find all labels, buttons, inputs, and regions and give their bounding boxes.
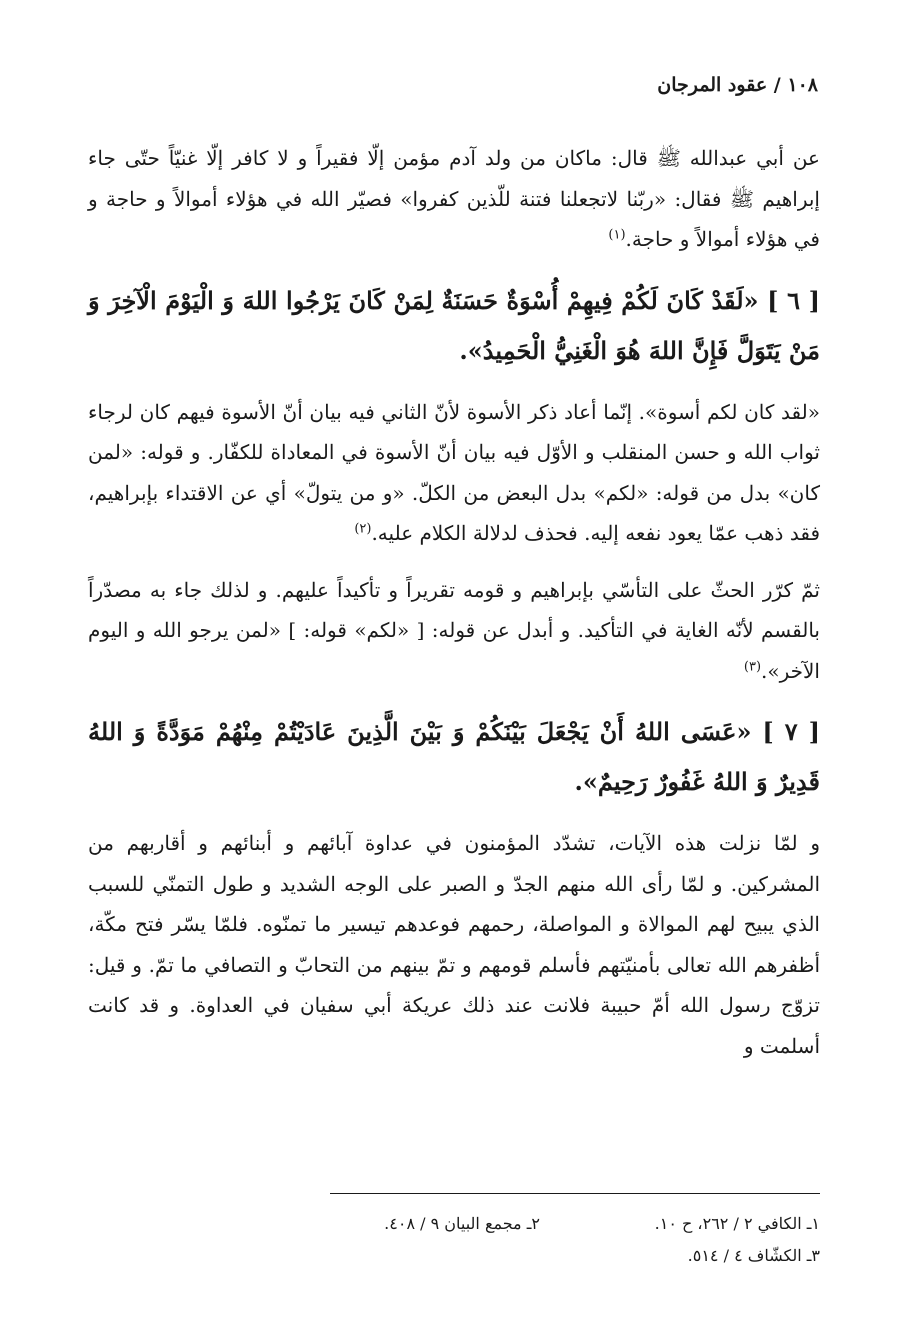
footnote-2: ٢ـ مجمع البيان ٩ / ٤٠٨. [384, 1214, 540, 1233]
verse-7 [88, 707, 820, 807]
footnote-3: ٣ـ الكشّاف ٤ / ٥١٤. [687, 1246, 820, 1265]
footnote-row [260, 1208, 820, 1240]
footnote-1: ١ـ الكافي ٢ / ٢٦٢، ح ١٠. [654, 1214, 820, 1233]
verse-text: [ ٦ ] «لَقَدْ كَانَ لَكُمْ فِيهِمْ أُسْوَةٌ حَسَنَةٌ لِمَنْ كَانَ يَرْجُوا اللهَ وَ الْيَوْمَ الْآخِرَ وَ مَنْ يَتَوَلَّ فَإِنَّ اللهَ هُوَ الْغَنِيُّ الْحَمِيدُ». [88, 285, 820, 365]
footnote-ref: (٢) [354, 521, 372, 537]
paragraph-commentary-2 [88, 570, 820, 692]
body-text [88, 138, 820, 1082]
paragraph-text: ثمّ كرّر الحثّ على التأسّي بإبراهيم و قومه تقريراً و تأكيداً عليهم. و لذلك جاء به مصدّراً بالقسم لأنّه الغاية في التأكيد. و أبدل عن قوله: [ «لكم» قوله: ] «لمن يرجو الله و اليوم الآخر». [88, 577, 820, 683]
running-header [657, 74, 818, 96]
header-separator: / [773, 74, 781, 96]
paragraph-commentary-1 [88, 392, 820, 554]
paragraph-commentary-3 [88, 823, 820, 1066]
footnote-ref: (١) [608, 227, 626, 243]
book-title: عقود المرجان [657, 74, 768, 96]
paragraph-text: و لمّا نزلت هذه الآيات، تشدّد المؤمنون في عداوة آبائهم و أبنائهم و أقاربهم من المشركين. و لمّا رأى الله منهم الجدّ و الصبر على الوجه الشديد و طول التمنّي للسبب الذي يبيح لهم الموالاة و المواصلة، رحمهم فوعدهم تيسير ما تمنّوه. فلمّا يسّر فتح مكّة، أظفرهم الله تعالى بأمنيّتهم فأسلم قومهم و تمّ بينهم من التحابّ و التصافي ما تمّ. و قيل: تزوّج رسول الله أمّ حبيبة فلانت عند ذلك عريكة أبي سفيان في العداوة. و قد كانت أسلمت و [88, 831, 820, 1058]
paragraph-text: عن أبي عبدالله ﷺ قال: ماكان من ولد آدم مؤمن إلّا فقيراً و لا كافر إلّا غنيّاً حتّى جاء إبراهيم ﷺ فقال: «ربّنا لاتجعلنا فتنة للّذين كفروا» فصيّر الله في هؤلاء أموالاً و حاجة و في هؤلاء أموالاً و حاجة. [88, 146, 820, 251]
footnote-ref: (٣) [743, 658, 762, 674]
footnote-row [260, 1240, 820, 1272]
footnotes [260, 1208, 820, 1272]
verse-text: [ ٧ ] «عَسَى اللهُ أَنْ يَجْعَلَ بَيْنَكُمْ وَ بَيْنَ الَّذِينَ عَادَيْتُمْ مِنْهُمْ مَوَدَّةً وَ اللهُ قَدِيرٌ وَ اللهُ غَفُورٌ رَحِيمٌ». [88, 717, 820, 796]
verse-6 [88, 276, 820, 376]
paragraph-text: «لقد كان لكم أسوة». إنّما أعاد ذكر الأسوة لأنّ الثاني فيه بيان أنّ الأسوة فيهم كان لرجاء ثواب الله و حسن المنقلب و الأوّل فيه بيان أنّ الأسوة في المعاداة للكفّار. و قوله: «لمن كان» بدل من قوله: «لكم» بدل البعض من الكلّ. «و من يتولّ» أي عن الاقتداء بإبراهيم، فقد ذهب عمّا يعود نفعه إليه. فحذف لدلالة الكلام عليه. [88, 399, 820, 545]
footnote-divider [330, 1193, 820, 1194]
page-number: ١٠٨ [787, 74, 818, 96]
paragraph-hadith [88, 138, 820, 260]
